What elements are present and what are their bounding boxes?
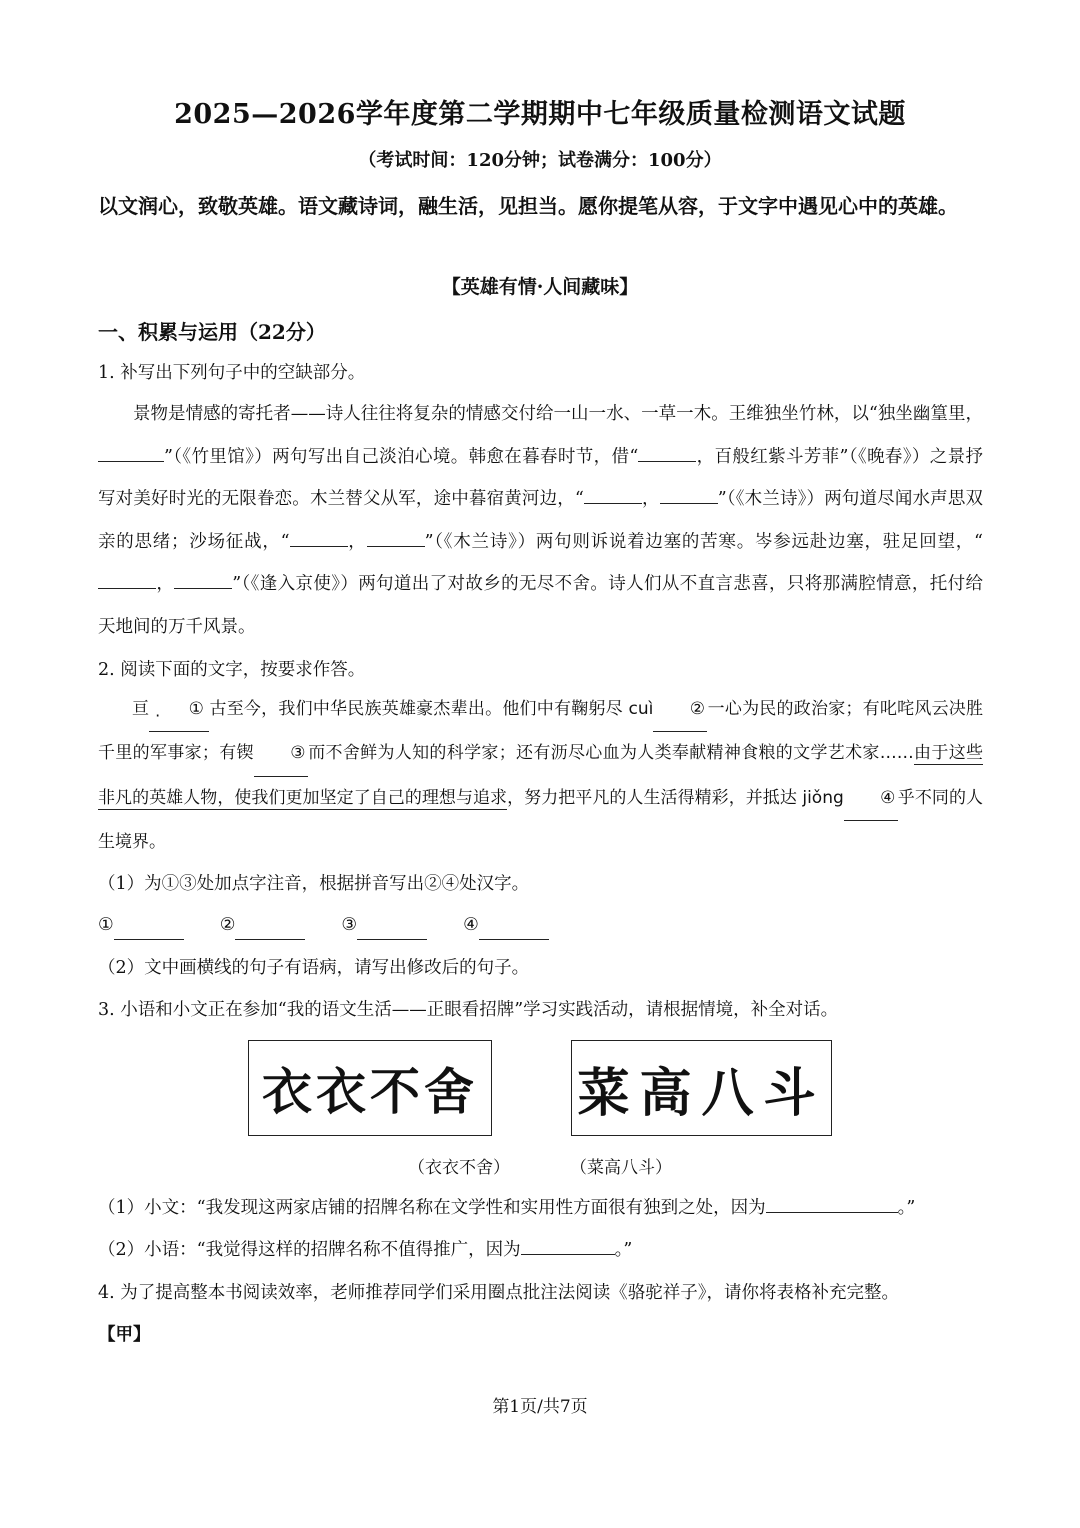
answer-blank-2[interactable] <box>235 919 305 940</box>
exam-title: 2025—2026学年度第二学期期中七年级质量检测语文试题 <box>174 99 906 130</box>
q3-sub1-blank[interactable] <box>766 1194 898 1213</box>
q3-sub2-end: 。” <box>614 1240 633 1260</box>
q4-label: 【甲】 <box>98 1325 151 1345</box>
underlined-sentence: 由于这些非凡的英雄人物，使我们更加坚定了自己的理想与追求 <box>98 743 984 808</box>
sign-2-text: 菜高八斗 <box>577 1062 826 1124</box>
q1-prompt: 1. 补写出下列句子中的空缺部分。 <box>98 363 366 383</box>
q3-prompt: 3. 小语和小文正在参加“我的语文生活——正眼看招牌”学习实践活动，请根据情境，补全对话。 <box>98 1000 839 1020</box>
q1-text: ， <box>641 489 660 510</box>
q2-blank-2[interactable]: ② <box>653 688 707 732</box>
q1-blank[interactable] <box>660 485 718 504</box>
part1-heading: 一、积累与运用（22分） <box>98 320 326 344</box>
q2-text: ，努力把平凡的人生活得精彩，并抵达 jiǒng <box>507 787 844 808</box>
q1-paragraph <box>98 393 983 649</box>
q2-text: 乎不同的人生境界。 <box>98 787 983 853</box>
q1-text: ，百般红紫斗芳菲”（《晚春》）之景抒写对美好时光的无限眷恋。木兰替父从军，途中暮宿黄河边，“ <box>98 446 983 510</box>
q3-sub2-blank[interactable] <box>521 1236 615 1255</box>
q1-blank[interactable] <box>638 442 696 461</box>
answer-blank-4[interactable] <box>479 919 549 940</box>
q2-blank-4[interactable]: ④ <box>844 777 898 821</box>
q2-answer-row <box>98 910 585 940</box>
q1-text: ， <box>156 574 175 595</box>
intro-text: 以文润心，致敬英雄。语文藏诗词，融生活，见担当。愿你提笔从容，于文字中遇见心中的英雄。 <box>98 194 958 218</box>
q3-sub1-text: （1）小文：“我发现这两家店铺的招牌名称在文学性和实用性方面很有独到之处，因为 <box>98 1198 766 1218</box>
q2-sub2: （2）文中画横线的句子有语病，请写出修改后的句子。 <box>98 958 530 978</box>
q1-text: 景物是情感的寄托者——诗人往往将复杂的情感交付给一山一水、一草一木。王维独坐竹林，以“独坐幽篁里， <box>133 404 983 424</box>
shop-sign-1 <box>248 1040 492 1136</box>
sign-1-text: 衣衣不舍 <box>262 1062 478 1121</box>
page-footer: 第1页/共7页 <box>492 1397 588 1417</box>
q2-prompt: 2. 阅读下面的文字，按要求作答。 <box>98 660 366 680</box>
q2-text: 而不舍鲜为人知的科学家；还有沥尽心血为人类奉献精神食粮的文学艺术家…… <box>307 743 914 764</box>
sign-1-caption: （衣衣不舍） <box>408 1158 510 1178</box>
q2-blank-3[interactable]: ③ <box>254 732 308 776</box>
q1-blank[interactable] <box>174 570 232 589</box>
dotted-char: 亘 <box>132 699 150 719</box>
answer-blank-3[interactable] <box>357 919 427 940</box>
answer-blank-1[interactable] <box>114 919 184 940</box>
answer-label-2: ② <box>219 915 236 935</box>
answer-label-3: ③ <box>341 915 358 935</box>
q3-sub1 <box>98 1193 915 1223</box>
q3-sub2 <box>98 1235 632 1265</box>
q3-sub2-text: （2）小语：“我觉得这样的招牌名称不值得推广，因为 <box>98 1240 521 1260</box>
answer-label-1: ① <box>98 915 114 935</box>
exam-subtitle: （考试时间：120分钟；试卷满分：100分） <box>358 150 722 171</box>
q1-blank[interactable] <box>98 442 164 461</box>
section-heading: 【英雄有情·人间藏味】 <box>441 276 639 298</box>
answer-label-4: ④ <box>463 915 479 935</box>
sign-2-caption: （菜高八斗） <box>570 1158 672 1178</box>
q1-blank[interactable] <box>290 527 348 546</box>
q1-text: ”（《木兰诗》）两句则诉说着边塞的苦寒。岑参远赴边塞，驻足回望，“ <box>424 531 984 552</box>
q1-text: ”（《木兰诗》）两句道尽闻水声思双亲的思绪；沙场征战，“ <box>98 489 983 552</box>
q3-sub1-end: 。” <box>897 1198 916 1218</box>
q2-paragraph <box>98 688 983 865</box>
q1-text: ”（《逢入京使》）两句道出了对故乡的无尽不舍。诗人们从不直言悲喜，只将那满腔情意，托付给天地间的万千风景。 <box>98 574 984 637</box>
q1-text: ， <box>347 531 367 552</box>
q2-blank-1[interactable]: ① <box>149 688 209 732</box>
q2-sub1: （1）为①③处加点字注音，根据拼音写出②④处汉字。 <box>98 874 530 894</box>
q1-text: ”（《竹里馆》）两句写出自己淡泊心境。韩愈在暮春时节，借“ <box>164 446 639 467</box>
q2-text: 古至今，我们中华民族英雄豪杰辈出。他们中有鞠躬尽 cuì <box>209 699 654 719</box>
q2-text: 一心为民的政治家；有叱咤风云决胜千里的军事家；有锲 <box>98 699 984 764</box>
shop-sign-2 <box>571 1040 832 1136</box>
q1-blank[interactable] <box>98 570 156 589</box>
q1-blank[interactable] <box>584 485 642 504</box>
q4-prompt: 4. 为了提高整本书阅读效率，老师推荐同学们采用圈点批注法阅读《骆驼祥子》，请你将表格补充完整。 <box>98 1283 900 1303</box>
q1-blank[interactable] <box>367 527 425 546</box>
